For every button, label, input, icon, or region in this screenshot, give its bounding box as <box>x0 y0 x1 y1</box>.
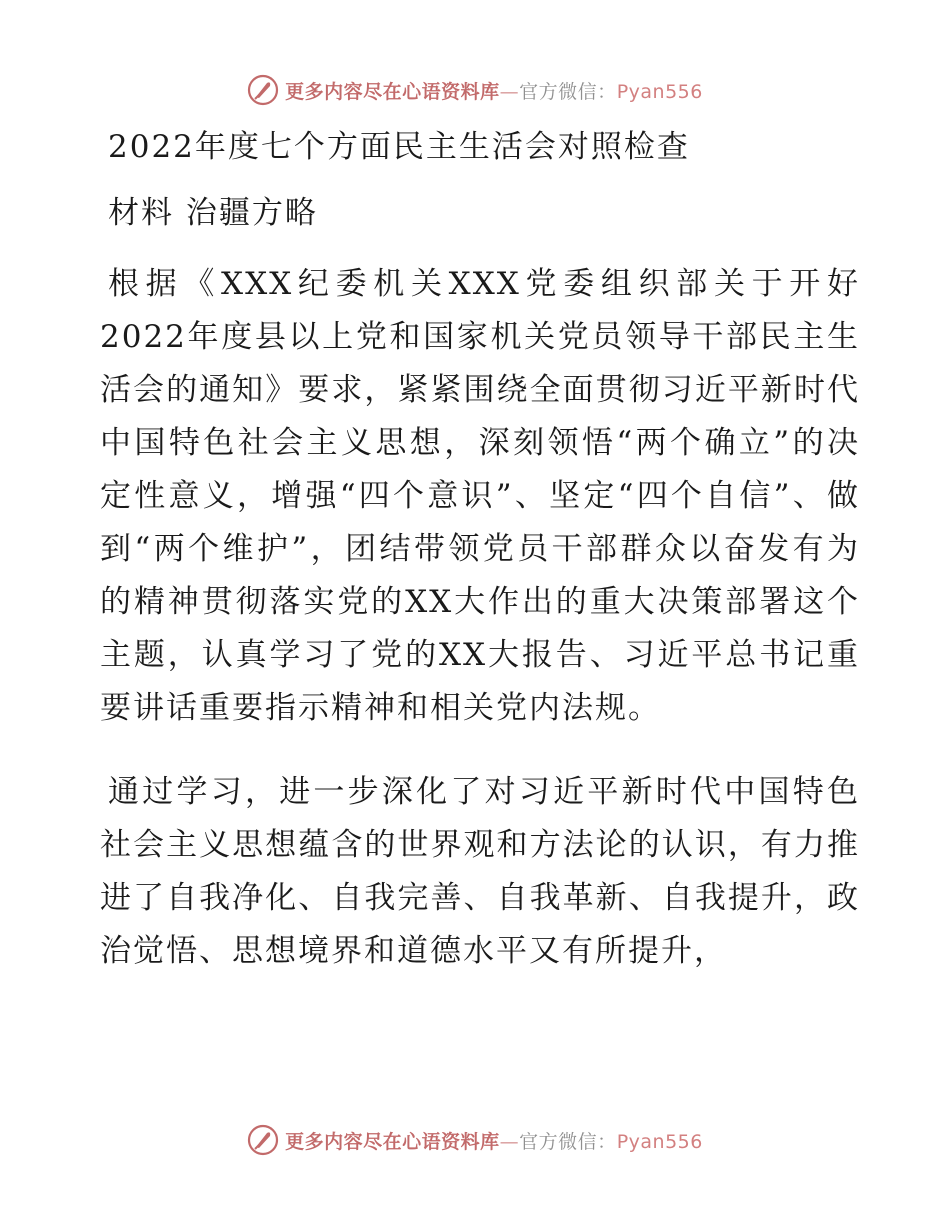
document-title-line-2: 材料 治疆方略 <box>108 195 318 231</box>
document-title-line-1: 2022年度七个方面民主生活会对照检查 <box>108 129 690 165</box>
banner-wechat-id: Pyan556 <box>616 1130 703 1153</box>
banner-plain-text: 官方微信： <box>519 80 617 103</box>
banner-strong-text: 更多内容尽在心语资料库 <box>285 1130 500 1153</box>
banner-dash: — <box>499 80 520 103</box>
banner-wechat-id: Pyan556 <box>616 80 703 103</box>
footer-watermark-banner <box>0 1120 950 1160</box>
document-body <box>100 122 860 1009</box>
header-watermark-banner <box>0 70 950 110</box>
banner-strong-text: 更多内容尽在心语资料库 <box>285 80 500 103</box>
feather-pen-logo-icon <box>247 74 279 106</box>
banner-dash: — <box>499 1130 520 1153</box>
banner-text <box>285 1127 703 1154</box>
banner-text <box>285 77 703 104</box>
paragraph-1: 根据《XXX纪委机关XXX党委组织部关于开好2022年度县以上党和国家机关党员领导干部民主生活会的通知》要求，紧紧围绕全面贯彻习近平新时代中国特色社会主义思想，深刻领悟“两个确立”的决定性意义，增强“四个意识”、坚定“四个自信”、做到“两个维护”，团结带领党员干部群众以奋发有为的精神贯彻落实党的XX大作出的重大决策部署这个主题，认真学习了党的XX大报告、习近平总书记重要讲话重要指示精神和相关党内法规。 <box>100 266 860 726</box>
feather-pen-logo-icon <box>247 1124 279 1156</box>
banner-plain-text: 官方微信： <box>519 1130 617 1153</box>
paragraph-2: 通过学习，进一步深化了对习近平新时代中国特色社会主义思想蕴含的世界观和方法论的认识，有力推进了自我净化、自我完善、自我革新、自我提升，政治觉悟、思想境界和道德水平又有所提升， <box>100 774 860 969</box>
